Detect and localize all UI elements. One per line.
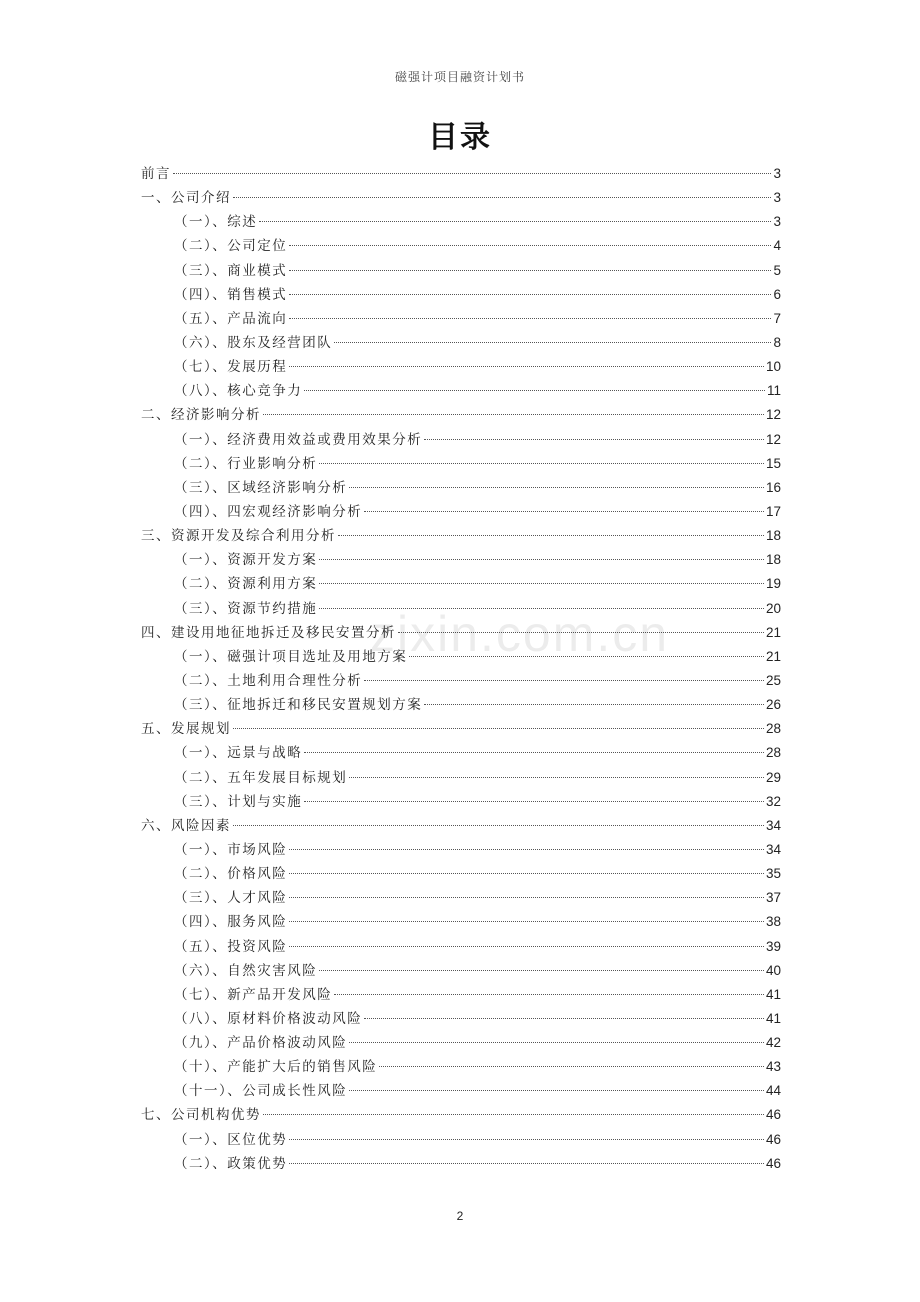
toc-entry-label: （八）、原材料价格波动风险 — [174, 1010, 363, 1027]
toc-entry[interactable] — [141, 1007, 781, 1031]
toc-entry-page: 28 — [765, 721, 781, 737]
toc-entry[interactable] — [141, 1103, 781, 1127]
toc-entry-page: 34 — [765, 817, 781, 833]
toc-dot-leader — [364, 511, 764, 512]
toc-entry-page: 15 — [765, 455, 781, 471]
toc-entry-page: 17 — [765, 503, 781, 519]
toc-entry[interactable] — [141, 162, 781, 186]
toc-entry[interactable] — [141, 717, 781, 741]
toc-entry-page: 5 — [773, 262, 781, 278]
toc-entry[interactable] — [141, 210, 781, 234]
toc-entry[interactable] — [141, 186, 781, 210]
toc-dot-leader — [304, 390, 765, 391]
toc-entry[interactable] — [141, 452, 781, 476]
toc-entry[interactable] — [141, 500, 781, 524]
toc-entry[interactable] — [141, 403, 781, 427]
toc-entry-label: （二）、资源利用方案 — [174, 576, 318, 593]
toc-entry[interactable] — [141, 572, 781, 596]
toc-entry[interactable] — [141, 814, 781, 838]
toc-entry-page: 16 — [765, 479, 781, 495]
toc-entry-label: （九）、产品价格波动风险 — [174, 1035, 348, 1052]
toc-entry-label: （三）、征地拆迁和移民安置规划方案 — [174, 697, 423, 714]
toc-dot-leader — [334, 994, 764, 995]
toc-entry-label: 二、经济影响分析 — [141, 407, 261, 424]
toc-entry-label: （四）、销售模式 — [174, 286, 288, 303]
toc-dot-leader — [424, 439, 764, 440]
toc-entry-page: 3 — [773, 214, 781, 230]
toc-entry-page: 3 — [773, 166, 781, 181]
toc-entry[interactable] — [141, 766, 781, 790]
toc-entry-page: 21 — [765, 648, 781, 664]
toc-dot-leader — [289, 294, 771, 295]
toc-entry-page: 42 — [765, 1035, 781, 1051]
toc-entry-page: 40 — [765, 962, 781, 978]
toc-entry[interactable] — [141, 259, 781, 283]
toc-entry-label: 一、公司介绍 — [141, 190, 231, 207]
toc-dot-leader — [173, 173, 771, 174]
toc-entry-label: （三）、资源节约措施 — [174, 600, 318, 617]
toc-entry-label: （三）、区域经济影响分析 — [174, 479, 348, 496]
toc-entry-label: （一）、经济费用效益或费用效果分析 — [174, 431, 423, 448]
toc-entry[interactable] — [141, 693, 781, 717]
toc-entry-label: 三、资源开发及综合利用分析 — [141, 528, 336, 545]
toc-entry-label: 七、公司机构优势 — [141, 1107, 261, 1124]
toc-entry-page: 41 — [765, 1010, 781, 1026]
watermark: zixin.com.cn — [370, 606, 670, 662]
toc-entry-label: 前言 — [141, 166, 171, 182]
toc-entry-label: （二）、土地利用合理性分析 — [174, 672, 363, 689]
document-header-title: 磁强计项目融资计划书 — [394, 70, 525, 84]
toc-heading: 目录 — [428, 120, 492, 155]
toc-dot-leader — [349, 777, 764, 778]
toc-entry-page: 11 — [766, 383, 781, 399]
toc-entry-page: 39 — [765, 938, 781, 954]
toc-entry-page: 18 — [765, 528, 781, 544]
toc-entry[interactable] — [141, 283, 781, 307]
page-number: 2 — [456, 1209, 464, 1223]
toc-dot-leader — [349, 1090, 764, 1091]
toc-entry[interactable] — [141, 1055, 781, 1079]
toc-entry-label: （二）、价格风险 — [174, 866, 288, 883]
toc-entry[interactable] — [141, 234, 781, 258]
toc-dot-leader — [319, 463, 764, 464]
toc-entry-label: （五）、产品流向 — [174, 310, 288, 327]
toc-entry[interactable] — [141, 790, 781, 814]
toc-dot-leader — [259, 221, 771, 222]
toc-dot-leader — [233, 197, 771, 198]
toc-entry-label: （五）、投资风险 — [174, 938, 288, 955]
toc-dot-leader — [319, 583, 764, 584]
toc-entry[interactable] — [141, 741, 781, 765]
toc-entry-page: 26 — [765, 697, 781, 713]
toc-entry-label: （一）、资源开发方案 — [174, 552, 318, 569]
toc-entry-label: （六）、自然灾害风险 — [174, 962, 318, 979]
toc-entry-page: 41 — [765, 986, 781, 1002]
toc-dot-leader — [289, 270, 771, 271]
toc-dot-leader — [304, 801, 764, 802]
toc-entry-page: 32 — [765, 793, 781, 809]
toc-entry-label: （三）、人才风险 — [174, 890, 288, 907]
toc-entry-page: 25 — [765, 672, 781, 688]
table-of-contents — [141, 162, 781, 1176]
toc-entry[interactable] — [141, 935, 781, 959]
toc-dot-leader — [289, 873, 764, 874]
toc-entry[interactable] — [141, 910, 781, 934]
toc-entry[interactable] — [141, 428, 781, 452]
toc-entry-page: 34 — [765, 841, 781, 857]
toc-dot-leader — [263, 1114, 764, 1115]
toc-entry-page: 46 — [765, 1155, 781, 1171]
toc-dot-leader — [289, 946, 764, 947]
toc-entry-page: 29 — [765, 769, 781, 785]
toc-entry-label: （二）、公司定位 — [174, 238, 288, 255]
toc-entry-page: 46 — [765, 1107, 781, 1123]
toc-dot-leader — [289, 897, 764, 898]
toc-entry-label: （六）、股东及经营团队 — [174, 334, 333, 351]
toc-entry-label: （二）、政策优势 — [174, 1155, 288, 1172]
toc-dot-leader — [319, 559, 764, 560]
toc-entry-page: 46 — [765, 1131, 781, 1147]
toc-entry-label: 四、建设用地征地拆迁及移民安置分析 — [141, 624, 396, 641]
toc-entry-label: （三）、商业模式 — [174, 262, 288, 279]
toc-entry-label: （二）、五年发展目标规划 — [174, 769, 348, 786]
toc-dot-leader — [289, 1139, 764, 1140]
toc-entry[interactable] — [141, 331, 781, 355]
toc-entry[interactable] — [141, 379, 781, 403]
toc-entry-page: 20 — [765, 600, 781, 616]
toc-dot-leader — [364, 1018, 764, 1019]
toc-entry-label: （三）、计划与实施 — [174, 793, 303, 810]
toc-dot-leader — [364, 680, 764, 681]
toc-entry-label: 五、发展规划 — [141, 721, 231, 738]
toc-entry-label: （一）、综述 — [174, 214, 258, 231]
toc-entry-page: 12 — [765, 407, 781, 423]
toc-entry-page: 37 — [765, 890, 781, 906]
toc-entry-label: （一）、区位优势 — [174, 1131, 288, 1148]
toc-dot-leader — [338, 535, 764, 536]
toc-entry-page: 6 — [773, 286, 781, 302]
toc-entry-label: （一）、远景与战略 — [174, 745, 303, 762]
toc-entry[interactable] — [141, 355, 781, 379]
toc-dot-leader — [349, 1042, 764, 1043]
toc-entry-label: （八）、核心竞争力 — [174, 383, 303, 400]
toc-entry-page: 38 — [765, 914, 781, 930]
toc-entry-page: 35 — [765, 866, 781, 882]
toc-dot-leader — [304, 752, 764, 753]
toc-entry[interactable] — [141, 862, 781, 886]
toc-dot-leader — [289, 366, 764, 367]
toc-dot-leader — [233, 728, 764, 729]
toc-entry[interactable] — [141, 959, 781, 983]
toc-dot-leader — [289, 318, 771, 319]
toc-dot-leader — [289, 1163, 764, 1164]
toc-entry-label: （四）、四宏观经济影响分析 — [174, 503, 363, 520]
toc-entry[interactable] — [141, 476, 781, 500]
toc-dot-leader — [349, 487, 764, 488]
toc-entry[interactable] — [141, 307, 781, 331]
toc-entry-page: 21 — [765, 624, 781, 640]
toc-entry-label: （十）、产能扩大后的销售风险 — [174, 1059, 378, 1076]
toc-entry-page: 10 — [765, 359, 781, 375]
toc-dot-leader — [379, 1066, 764, 1067]
toc-entry-label: 六、风险因素 — [141, 817, 231, 834]
toc-entry-page: 8 — [773, 334, 781, 350]
toc-entry[interactable] — [141, 1079, 781, 1103]
toc-entry[interactable] — [141, 1152, 781, 1176]
toc-entry-label: （一）、市场风险 — [174, 841, 288, 858]
toc-entry-label: （七）、新产品开发风险 — [174, 986, 333, 1003]
toc-entry-page: 28 — [765, 745, 781, 761]
toc-entry-label: （十一）、公司成长性风险 — [174, 1083, 348, 1100]
toc-entry-page: 12 — [765, 431, 781, 447]
toc-entry-label: （二）、行业影响分析 — [174, 455, 318, 472]
toc-dot-leader — [263, 414, 764, 415]
toc-entry[interactable] — [141, 886, 781, 910]
toc-dot-leader — [424, 704, 764, 705]
toc-entry[interactable] — [141, 524, 781, 548]
toc-entry-page: 43 — [765, 1059, 781, 1075]
toc-entry-page: 44 — [765, 1083, 781, 1099]
toc-dot-leader — [233, 825, 764, 826]
toc-dot-leader — [289, 849, 764, 850]
toc-entry-page: 7 — [773, 310, 781, 326]
toc-dot-leader — [289, 245, 771, 246]
toc-entry[interactable] — [141, 669, 781, 693]
toc-entry-label: （七）、发展历程 — [174, 359, 288, 376]
toc-entry-page: 18 — [765, 552, 781, 568]
toc-entry[interactable] — [141, 983, 781, 1007]
toc-entry[interactable] — [141, 838, 781, 862]
toc-entry-label: （一）、磁强计项目选址及用地方案 — [174, 648, 408, 665]
toc-entry-label: （四）、服务风险 — [174, 914, 288, 931]
toc-entry-page: 19 — [765, 576, 781, 592]
toc-entry[interactable] — [141, 548, 781, 572]
toc-entry-page: 4 — [773, 238, 781, 254]
toc-entry[interactable] — [141, 1128, 781, 1152]
toc-dot-leader — [334, 342, 771, 343]
toc-dot-leader — [289, 921, 764, 922]
toc-entry[interactable] — [141, 1031, 781, 1055]
toc-dot-leader — [319, 970, 764, 971]
toc-entry-page: 3 — [773, 190, 781, 206]
